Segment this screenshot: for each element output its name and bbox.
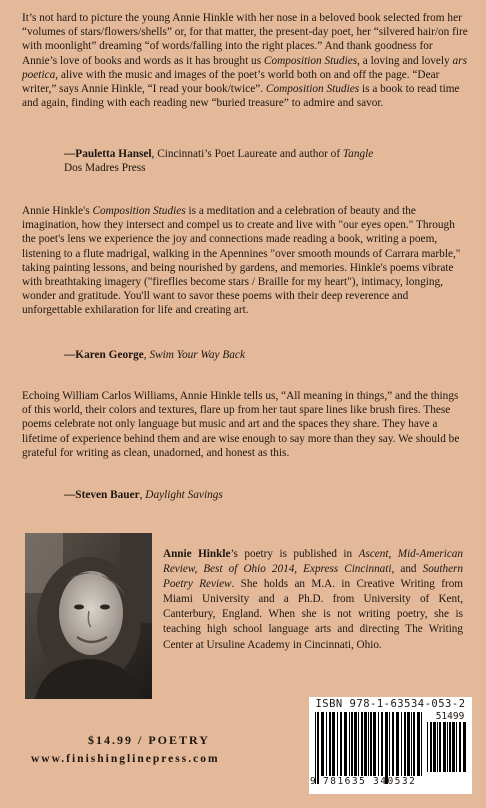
blurb-2 [22,204,468,318]
blurb-text [22,204,468,318]
barcode-bar [449,722,451,772]
barcode-left-digits: 781635 [323,776,367,787]
barcode-bar [329,712,331,776]
text-run: It’s not hard to picture the young Annie Hinkle with her nose in a beloved book selected from her “volumes of stars/flowers/shells” or, for that matter, the present-day poet, her “silvered hair/on fire with moonlight” dreaming “of words/falling into the right places.” And thank goodness for Annie’s love of books and words as it has brought us [22,12,468,67]
attribution-name: Pauletta Hansel [75,148,152,160]
blurb-attribution [64,147,373,175]
barcode-bar [354,712,357,776]
attribution-name: Karen George [75,349,144,361]
barcode-bar [385,712,388,784]
barcode-bar [378,712,379,776]
barcode-bar [321,712,324,776]
barcode-bar [439,722,441,772]
addon-number: 51499 [435,711,465,722]
attribution-work: Swim Your Way Back [149,349,245,361]
attribution-dash: — [64,349,76,361]
bio-text [163,548,463,651]
text-run: is a book to read time and again, finding with each reading new “buried treasure” to admire and savor. [22,83,460,110]
text-run: Annie Hinkle's [22,205,93,217]
barcode-bar [368,712,369,776]
barcode-bar [344,712,347,776]
barcode-bar [361,712,363,776]
barcode-bar [340,712,342,776]
barcode-bar [315,712,316,784]
barcode-bar [349,712,350,776]
barcode-bar [332,712,335,776]
text-run: Echoing William Carlos Williams, Annie Hinkle tells us, “All meaning in things,” and the things of this world, their colors and textures, flare up from her taut spare lines like brush fires. These poems celebrate not only language but music and art and the spaces they share. They have a lifetime of experience behind them and are wise enough to say more than they say. We should be grateful for writing as clean, unadorned, and honest as this. [22,390,460,459]
italic-title: Composition Studies [265,83,360,96]
barcode-bar [459,722,461,772]
italic-title: Composition Studies [92,205,186,217]
barcode-bar [452,722,455,772]
attribution-detail: , Cincinnati’s Poet Laureate and author of [151,148,343,160]
text-run: ’s poetry is published in [230,548,359,560]
blurb-attribution [64,488,223,502]
text-run: , alive with the music and images of the poet’s world both on and off the page. “Dear writer,” says Annie Hinkle, “I read your book/twice”. [22,68,440,96]
text-run: is a meditation and a celebration of beauty and the imagination, how they intersect and compel us to create and live with "our eyes open." Through the poet's lens we experience the joy and connections made reading a book, writing a poem, listening to a flute madrigal, walking in the Apennines "over smooth mounds of Carrara marble," taking painting lessons, and being nourished by gardens, and memories. Hinkle's poems vibrate with breathtaking imagery ("fireflies become stars / Braille for my heart"), intimacy, longing, wonder and gratitude. You'll want to savor these poems with their deep reverence and unforgettable exhilaration for life and creating art. [22,205,461,317]
italic-title: Composition Studies [263,54,358,67]
barcode-bar [437,722,438,772]
barcode-bar [392,712,394,776]
barcode-bar [413,712,415,776]
barcode-bar [430,722,432,772]
barcode [309,697,472,794]
barcode-bar [404,712,406,776]
barcode-bar [456,722,457,772]
barcode-bar [443,722,446,772]
barcode-bar [373,712,376,776]
blurb-1 [22,11,468,110]
barcode-bar [381,712,383,776]
barcode-bar [337,712,338,776]
attribution-dash: — [64,148,76,160]
barcode-bar [364,712,367,776]
text-run: , a loving and lovely [357,54,453,67]
barcode-bar [358,712,359,776]
barcode-bar [401,712,402,776]
attribution-work: Tangle [342,148,374,160]
attribution-work: Daylight Savings [145,489,223,501]
barcode-bar [407,712,410,776]
barcode-bar [326,712,327,776]
author-portrait-illustration [25,533,152,699]
barcode-first-digit: 9 [310,776,316,787]
barcode-bar [417,712,420,776]
attribution-publisher: Dos Madres Press [64,162,146,175]
blurb-text [22,389,468,460]
publisher-url: www.finishinglinepress.com [31,753,220,765]
blurb-3 [22,389,468,460]
attribution-detail: , [139,489,146,501]
italic-title: ars poetica [22,54,467,81]
blurb-text [22,11,468,110]
barcode-bar [396,712,399,776]
barcode-bar [421,712,422,776]
addon-barcode-bars [427,722,467,782]
author-photo [25,533,152,699]
barcode-bar [411,712,412,776]
barcode-bar [463,722,466,772]
barcode-bar [389,712,390,776]
barcode-bar [317,712,319,784]
ean-barcode-bars [315,712,425,784]
author-name: Annie Hinkle [163,548,231,560]
attribution-detail: , [143,349,150,361]
italic-title: Southern Poetry Review [163,563,463,591]
price-category: $14.99 / POETRY [88,733,210,747]
barcode-right-digits: 340532 [373,776,417,787]
blurb-attribution [64,348,245,362]
isbn-label: ISBN 978-1-63534-053-2 [315,698,466,710]
text-run: and [394,563,423,576]
attribution-dash: — [64,489,76,501]
barcode-bar [447,722,448,772]
barcode-bar [351,712,353,776]
author-bio [163,547,463,653]
text-run: . She holds an M.A. in Creative Writing from Miami University and a Ph.D. from University of Kent, Canterbury, England. When she is not writing poetry, she is teaching high school language arts and directing The Writing Center at Ursuline Academy in Cincinnati, Ohio. [163,578,463,651]
barcode-bar [370,712,372,776]
italic-title: Ascent, Mid-American Review, Best of Ohio 2014, Express Cincinnati, [163,548,463,576]
barcode-bar [427,722,428,772]
barcode-bar [433,722,436,772]
attribution-name: Steven Bauer [75,489,140,501]
